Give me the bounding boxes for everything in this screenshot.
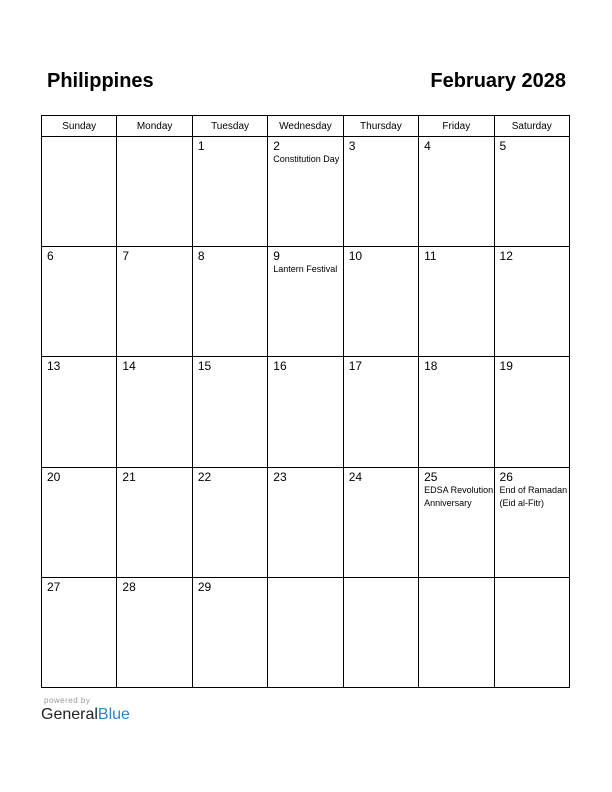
day-cell — [192, 577, 267, 687]
day-cell — [494, 467, 569, 577]
day-number: 27 — [47, 579, 61, 594]
day-cell — [343, 577, 418, 687]
day-number — [495, 578, 569, 581]
week-row — [42, 577, 570, 687]
day-cell — [268, 137, 343, 247]
week-row — [42, 357, 570, 467]
day-number: 29 — [197, 579, 212, 594]
day-number: 6 — [47, 249, 54, 264]
day-number: 21 — [122, 469, 136, 484]
day-number: 18 — [424, 359, 438, 374]
day-number: 4 — [424, 139, 431, 153]
day-cell — [42, 467, 117, 577]
footer-brand — [41, 696, 130, 724]
weekday-wednesday: Wednesday — [268, 116, 343, 137]
day-cell — [192, 357, 267, 467]
day-number: 28 — [122, 579, 136, 594]
week-row — [42, 467, 570, 577]
day-number: 2 — [273, 139, 280, 153]
country-title: Philippines — [47, 70, 154, 92]
brand-general: General — [41, 706, 98, 723]
day-cell — [192, 467, 267, 577]
holiday-label: Constitution Day — [273, 154, 340, 164]
day-cell — [343, 357, 418, 467]
day-number: 16 — [273, 359, 287, 374]
weekday-sunday: Sunday — [42, 116, 117, 137]
day-cell — [419, 577, 494, 687]
day-cell — [494, 247, 569, 357]
day-number: 25 — [424, 469, 438, 484]
calendar-grid — [41, 115, 570, 688]
day-number: 19 — [499, 359, 513, 374]
day-number: 13 — [47, 359, 61, 374]
day-cell — [117, 577, 192, 687]
day-number: 15 — [197, 359, 212, 374]
day-cell — [343, 247, 418, 357]
weekday-monday: Monday — [117, 116, 192, 137]
day-cell — [419, 247, 494, 357]
day-cell — [268, 357, 343, 467]
weekday-thursday: Thursday — [343, 116, 418, 137]
day-number: 17 — [348, 359, 363, 374]
day-number: 26 — [499, 469, 513, 484]
day-cell — [42, 577, 117, 687]
day-number: 5 — [499, 139, 507, 153]
day-number — [117, 137, 191, 140]
month-year-title: February 2028 — [430, 70, 566, 92]
day-cell — [117, 137, 192, 247]
holiday-label: Lantern Festival — [273, 264, 338, 275]
day-cell — [268, 247, 343, 357]
day-number: 20 — [47, 469, 61, 484]
day-cell — [494, 137, 569, 247]
day-cell — [268, 467, 343, 577]
day-cell — [42, 247, 117, 357]
weekday-saturday: Saturday — [494, 116, 569, 137]
powered-by-text: powered by — [44, 696, 91, 705]
day-number — [419, 578, 493, 581]
day-number — [344, 578, 418, 581]
day-number: 12 — [499, 249, 513, 264]
holiday-label: End of Ramadan (Eid al-Fitr) — [499, 484, 568, 508]
day-cell — [192, 247, 267, 357]
day-cell — [117, 467, 192, 577]
day-number: 1 — [197, 139, 205, 153]
weekday-header-row — [42, 116, 570, 137]
day-cell — [419, 467, 494, 577]
day-number: 10 — [348, 249, 363, 264]
day-number — [268, 578, 342, 581]
day-number — [42, 137, 116, 140]
day-cell — [343, 137, 418, 247]
day-cell — [268, 577, 343, 687]
weekday-tuesday: Tuesday — [192, 116, 267, 137]
day-cell — [117, 357, 192, 467]
week-row — [42, 137, 570, 247]
day-number: 3 — [348, 139, 356, 153]
day-cell — [117, 247, 192, 357]
generalblue-logo — [41, 706, 130, 724]
day-cell — [419, 137, 494, 247]
day-number: 11 — [424, 249, 437, 264]
day-number: 24 — [348, 469, 363, 484]
day-number: 8 — [197, 249, 205, 264]
day-cell — [42, 357, 117, 467]
week-row — [42, 247, 570, 357]
day-number: 7 — [122, 249, 130, 264]
day-number: 9 — [273, 249, 280, 264]
day-cell — [343, 467, 418, 577]
day-number: 14 — [122, 359, 136, 374]
day-cell — [494, 357, 569, 467]
day-number: 22 — [197, 469, 212, 484]
brand-blue: Blue — [97, 706, 130, 723]
day-cell — [419, 357, 494, 467]
day-number: 23 — [273, 469, 287, 484]
day-cell — [42, 137, 117, 247]
day-cell — [192, 137, 267, 247]
weekday-friday: Friday — [419, 116, 494, 137]
day-cell — [494, 577, 569, 687]
holiday-label: EDSA Revolution Anniversary — [424, 484, 494, 508]
